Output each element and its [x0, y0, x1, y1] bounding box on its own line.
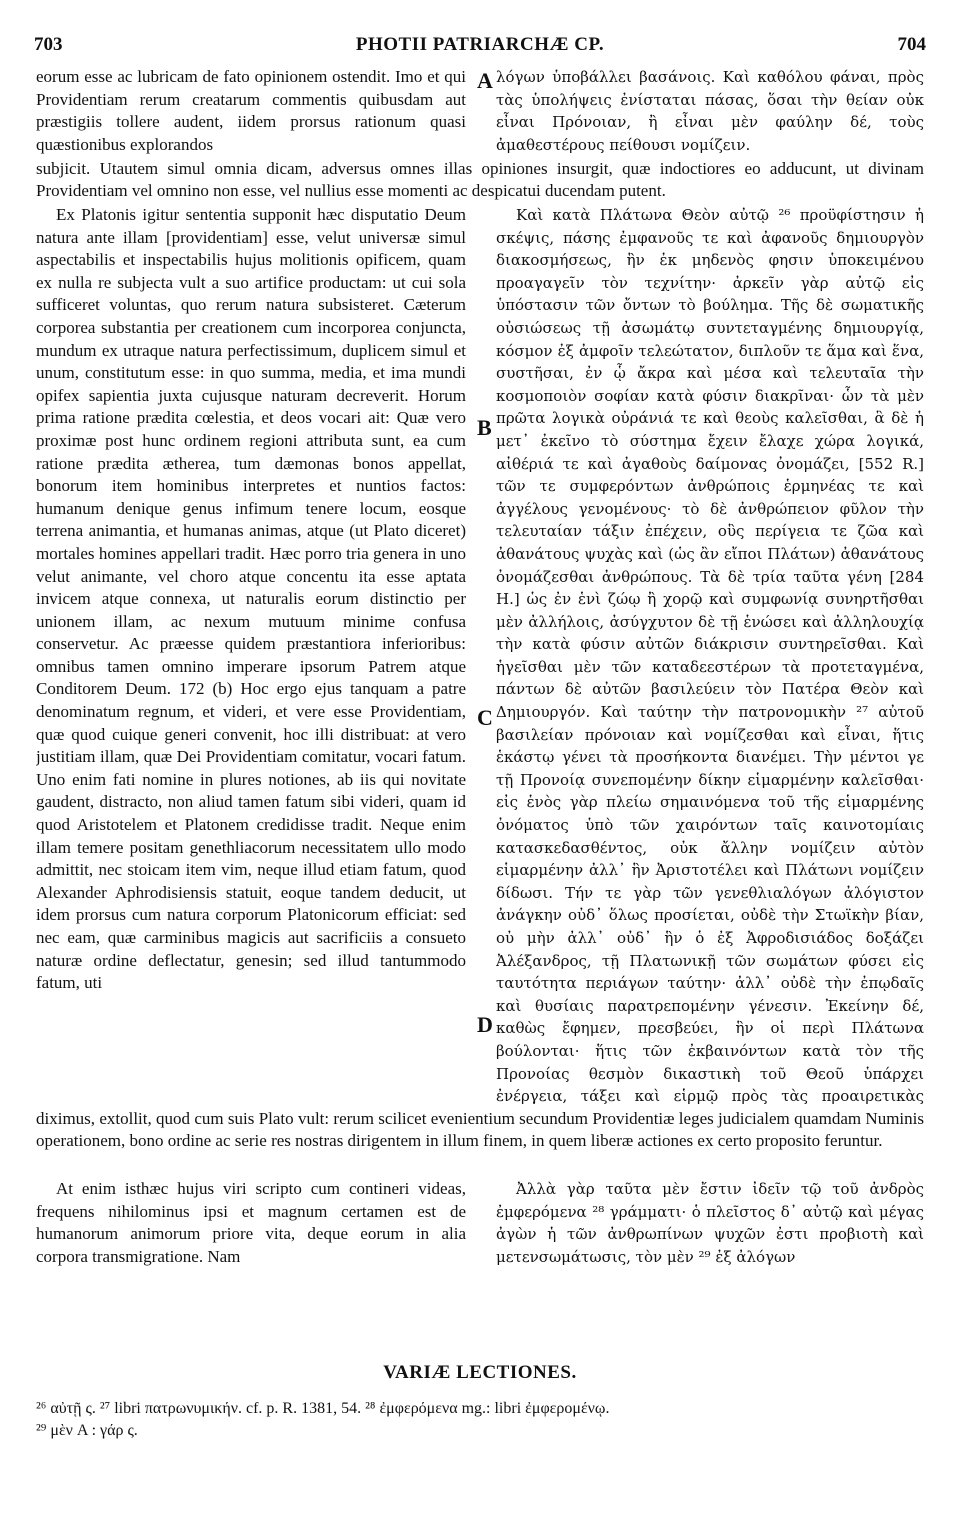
- full-width-paragraph-2: [36, 1108, 924, 1176]
- variae-lectiones-notes: [36, 1398, 924, 1442]
- latin-column-block-3: [36, 1178, 466, 1270]
- section-marker-b: B: [477, 415, 492, 440]
- latin-text-1: eorum esse ac lubricam de fato opinionem ostendit. Imo et qui Providentiam rerum creatarum commentis quibusdam aut præstigiis tollere audent, iidem prorsus rationum quasi quæstionibus explorandos: [36, 67, 466, 154]
- full-text-2: diximus, extollit, quod cum suis Plato vult: rerum scilicet evenientium secundum Providentiæ leges judicialem quamdam Numinis operationem, bono ordine ac serie res nostras dirigentem in illum finem, in quem liberæ actiones ex certo proposito feruntur.: [36, 1109, 924, 1150]
- note-line-1: ²⁶ αὐτῇ ς. ²⁷ libri πατρωνυμικήν. cf. p. R. 1381, 54. ²⁸ ἐμφερόμενα mg.: libri ἐμφερομένῳ.: [36, 1400, 610, 1417]
- section-marker-c: C: [477, 705, 493, 730]
- latin-text-2: Ex Platonis igitur sententia supponit hæc disputatio Deum natura ante illam [providentiam] esse, velut universæ simul aspectabilis et inspectabilis hujus molitionis opificem, quam ex nulla re subjecta vult a suo artifice productam: ut cui sola sufficeret voluntas, quo rerum natura subsisteret. Cæterum corporea substantia per creationem cum incorporea conjuncta, mundum ex utraque natura perfectissimum, duplicem simul et unum, constitutum esse: in quo summa, media, et ima mundi opifex sapientia juxta cujusque naturam decreverit. Horum prima ratione prædita cœlestia, et deos vocari ait: Quæ vero proximæ post hunc ordinem regioni attributa sunt, ea cum ratione prædita ætherea, tum dæmonas bonos appellat, bonorum item hominibus interpretes et nuntios factos: humanum denique genus infimum tenere locum, eosque terrena animantia, et humanas animas, atque (ut Plato diceret) mortales homines appellari tradit. Hæc porro tria genera in uno velut animante, vel choro atque concentu ita esse aptata invicem atque connexa, ut naturalis eorum distinctio per unionem illam, ac nexum mutuum minime confusa conservetur. Ac præesse quidem præstantiora inferioribus: omnibus tamen omnino imperare ipsorum Patrem atque Conditorem Deum. 172 (b) Hoc ergo ejus tanquam a patre denominatum regnum, et videri, et vere esse Providentiam, quæ quod cuique generi convenit, hoc illi distribuat: at vero justitiam illam, quæ Dei Providentiam comitatur, vocari fatum. Uno enim fati nomine in plures notiones, ab iis qui novitate gaudent, distracto, non aliud tamen fatum sibi videri, quam id quod Aristotelem et Platonem credidisse tradit. Neque enim illam temere positam genethliacorum necessitatem ullo modo admittit, nec stoicam item vim, neque illud etiam fatum, quod Alexander Aphrodisiensis statuit, eoque tandem deducit, ut idem prorsus cum natura corporum Platonicorum efficiat: sed nec eam, quæ carminibus magicis aut sacrificiis a consueto naturæ ordine deflectatur, genesin; sed illud tantummodo fatum, uti: [36, 205, 466, 993]
- latin-column-block-1: [36, 66, 466, 158]
- page-number-right: 704: [897, 34, 926, 55]
- greek-column-block-2: [496, 204, 924, 1110]
- greek-text-3: Ἀλλὰ γὰρ ταῦτα μὲν ἔστιν ἰδεῖν τῷ τοῦ ἀνδρὸς ἐμφερόμενα ²⁸ γράμματι· ὁ πλεῖστος δ᾽ αὐτῷ καὶ μέγας ἀγὼν ἡ τῶν ἀνθρωπίνων ψυχῶν ἐστι προβιοτὴ καὶ μετενσωμάτωσις, τὸν μὲν ²⁹ ἐξ ἀλόγων: [496, 1180, 924, 1266]
- section-marker-a: A: [477, 68, 493, 93]
- full-text-1: subjicit. Utautem simul omnia dicam, adversus omnes illas opiniones insurgit, quæ indoctiores eo adducunt, ut divinam Providentiam vel omnino non esse, vel nullius esse momenti ac despicatui ducendam putent.: [36, 159, 924, 200]
- page-header: [34, 34, 926, 64]
- variae-lectiones-title: VARIÆ LECTIONES.: [383, 1362, 577, 1383]
- latin-text-3: At enim isthæc hujus viri scripto cum contineri videas, frequens nihilominus ipsi et magnum certamen est de humanorum animorum priore vita, deque eorum in alia corpora transmigratione. Nam: [36, 1179, 466, 1266]
- greek-column-block-3: [496, 1178, 924, 1270]
- greek-text-1: λόγων ὑποβάλλει βασάνοις. Καὶ καθόλου φάναι, πρὸς τὰς ὑπολήψεις ἐνίσταται πάσας, ὅσαι τὴν θείαν οὐκ εἶναι Πρόνοιαν, ἢ εἶναι μὲν φαύλην δέ, τοὺς ἀμαθεστέρους πείθουσι νομίζειν.: [496, 68, 924, 154]
- page-number-left: 703: [34, 34, 63, 55]
- greek-text-2: Καὶ κατὰ Πλάτωνα Θεὸν αὐτῷ ²⁶ προϋφίστησιν ἡ σκέψις, πάσης ἐμφανοῦς τε καὶ ἀφανοῦς δημιουργὸν διακοσμήσεως, ἣν ἐκ μηδενὸς φησιν ὑποκειμένου προαγαγεῖν τὸν τεχνίτην· ἀρκεῖν γὰρ αὐτῷ εἰς ὑπόστασιν τῶν ὄντων τὸ βούλημα. Τῆς δὲ σωματικῆς οὐσιώσεως τῇ ἀσωμάτῳ συντεταγμένης δημιουργίᾳ, κόσμον ἐξ ἀμφοῖν τελεώτατον, διπλοῦν τε ἅμα καὶ ἕνα, συστῆσαι, ἐν ᾧ ἄκρα καὶ μέσα καὶ τελευταῖα τὴν κοσμοποιὸν σοφίαν κατὰ φύσιν διακρῖναι· ὧν τὰ μὲν πρῶτα λογικὰ οὐράνιά τε καὶ θεοὺς καλεῖσθαι, ἃ δὲ ἡ μετ᾽ ἐκεῖνο τὸ σύστημα ἔχειν ἔλαχε χώρα λογικά, αἰθέριά τε καὶ ἀγαθοὺς δαίμονας ὀνομάζει, [552 R.] τῶν τε συμφερόντων ἀνθρώποις ἑρμηνέας τε καὶ ἀγγέλους γενομένους· τὸ δὲ ἀνθρώπειον φῦλον τὴν τελευταίαν τάξιν ἐπέχειν, οὓς περίγεια τε ζῶα καὶ ἀθανάτους ψυχὰς καὶ (ὡς ἂν εἴποι Πλάτων) ἀθανάτους ὀνομάζεσθαι ἀνθρώπους. Τὰ δὲ τρία ταῦτα γένη [284 H.] ὡς ἐν ἑνὶ ζώῳ ἢ χορῷ καὶ συμφωνίᾳ συνηρτῆσθαι μὲν ἀλλήλοις, ἀσύγχυτον δὲ τῇ ἑνώσει καὶ ἀλληλουχίᾳ τὴν κατὰ φύσιν αὐτῶν διάκρισιν συντηρεῖσθαι. Καὶ ἡγεῖσθαι μὲν τῶν καταδεεστέρων τὰ προτεταγμένα, πάντων δὲ αὐτῶν βασιλεύειν τὸν Πατέρα Θεὸν καὶ Δημιουργόν. Καὶ ταύτην τὴν πατρονομικὴν ²⁷ αὐτοῦ βασιλείαν πρόνοιαν καὶ νομίζεσθαι καὶ εἶναι, ἥτις ἑκάστῳ γένει τὰ προσήκοντα διανέμει. Τὴν μέντοι γε τῇ Προνοίᾳ συνεπομένην δίκην εἱμαρμένην καλεῖσθαι· εἰς ἑνὸς γὰρ πλείω σημαινόμενα τοῦ τῆς εἱμαρμένης ὀνόματος ὑπὸ τῶν χαιρόντων ταῖς καινοτομίαις κατασκεδασθέντος, οὐκ ἄλλην νομίζειν αὐτὸν εἱμαρμένην ἀλλ᾽ ἣν Ἀριστοτέλει καὶ Πλάτωνι νομίζειν δίδωσι. Τήν τε γὰρ τῶν γενεθλιαλόγων ἀλόγιστον ἀνάγκην οὐδ᾽ ὅλως προσίεται, οὐδὲ τὴν Στωϊκὴν βίαν, οὐ μὴν ἀλλ᾽ οὐδ᾽ ἣν ὁ ἐξ Ἀφροδισιάδος δοξάζει Ἀλέξανδρος, τῇ Πλατωνικῇ τῶν σωμάτων φύσει εἰς ταυτότητα περιάγων ταύτην· ἀλλ᾽ οὐδὲ τὴν ἐπῳδαῖς καὶ θυσίαις παρατρεπομένην γένεσιν. Ἐκείνην δέ, καθὼς ἔφημεν, πρεσβεύει, ἣν οἱ περὶ Πλάτωνα βούλονται· ἥτις τῶν ἐκβαινόντων κατὰ τὸν τῆς Προνοίας θεσμὸν δικαστικὴ τοῦ Θεοῦ ὑπάρχει ἐνέργεια, τάξει καὶ εἱρμῷ πρὸς τὰς προαιρετικὰς: [496, 206, 924, 1106]
- running-title: PHOTII PATRIARCHÆ CP.: [355, 34, 605, 55]
- note-line-2: ²⁹ μὲν A : γάρ ς.: [36, 1422, 138, 1439]
- full-width-paragraph-1: [36, 158, 924, 202]
- section-marker-d: D: [477, 1012, 493, 1037]
- greek-column-block-1: [496, 66, 924, 158]
- latin-column-block-2: [36, 204, 466, 1110]
